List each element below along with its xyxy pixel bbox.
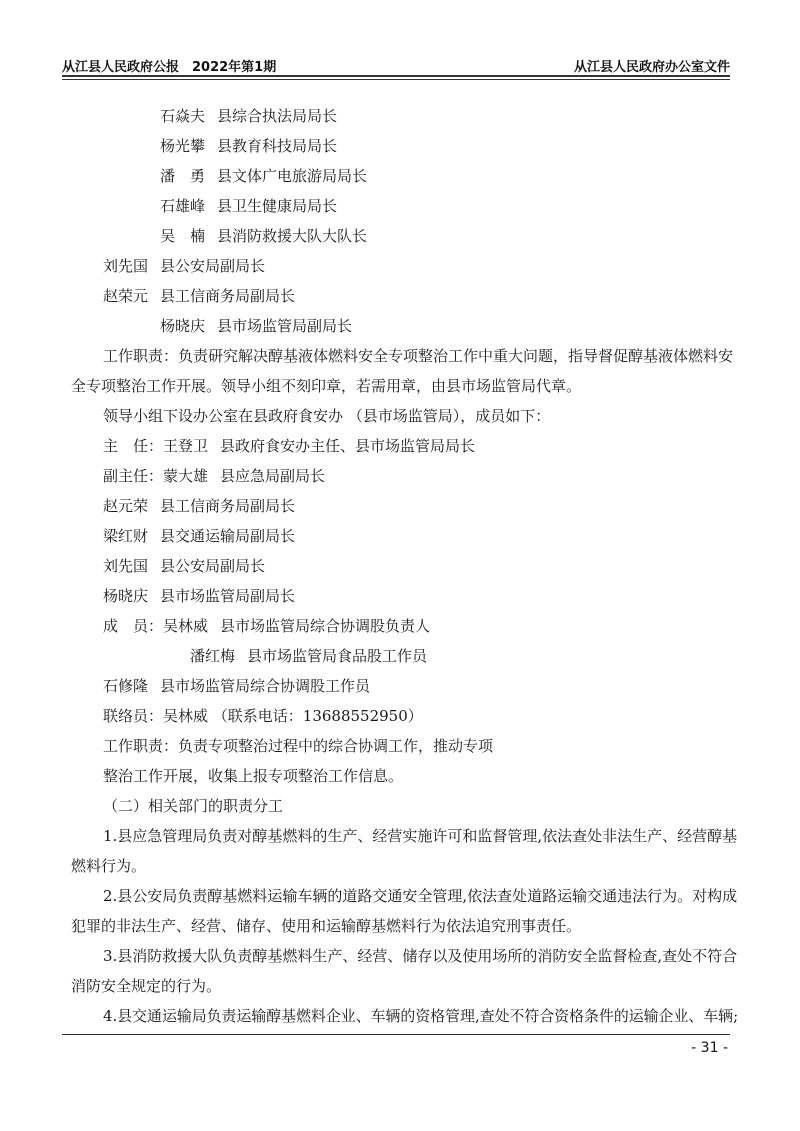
page-header: [62, 56, 730, 76]
item-line: 2.县公安局负责醇基燃料运输车辆的道路交通安全管理,依法查处道路运输交通违法行为。对构成: [103, 887, 738, 905]
member-line: 潘 勇 县文体广电旅游局局长: [160, 167, 368, 185]
member-line: 石焱夫 县综合执法局局长: [160, 107, 338, 125]
footer-rule: [62, 1034, 730, 1035]
item-line: 4.县交通运输局负责运输醇基燃料企业、车辆的资格管理,查处不符合资格条件的运输企业、车辆;: [103, 1007, 739, 1025]
office-member-line: 潘红梅 县市场监管局食品股工作员: [190, 647, 428, 665]
section-title: （二）相关部门的职责分工: [103, 797, 284, 815]
office-member-line: 梁红财 县交通运输局副局长: [103, 527, 296, 545]
item-line: 犯罪的非法生产、经营、储存、使用和运输醇基燃料行为依法追究刑事责任。: [71, 917, 582, 935]
office-intro: 领导小组下设办公室在县政府食安办 （县市场监管局），成员如下：: [103, 407, 551, 425]
header-rule-thin: [62, 79, 730, 80]
office-member-line: 副主任：蒙大雄 县应急局副局长: [103, 467, 326, 485]
item-line: 消防安全规定的行为。: [71, 977, 222, 995]
header-rule-thick: [62, 75, 730, 77]
office-member-line: 赵元荣 县工信商务局副局长: [103, 497, 296, 515]
duty-paragraph-line: 全专项整治工作开展。领导小组不刻印章，若需用章，由县市场监管局代章。: [71, 377, 582, 395]
duty-paragraph-line: 整治工作开展，收集上报专项整治工作信息。: [103, 767, 404, 785]
header-publication: 从江县人民政府公报 2022年第1期: [62, 60, 277, 75]
office-member-line: 杨晓庆 县市场监管局副局长: [103, 587, 296, 605]
member-line: 杨晓庆 县市场监管局副局长: [160, 317, 353, 335]
duty-paragraph-line: 工作职责：负责研究解决醇基液体燃料安全专项整治工作中重大问题，指导督促醇基液体燃料安: [103, 347, 734, 365]
member-line: 石雄峰 县卫生健康局局长: [160, 197, 338, 215]
liaison-line: 联络员：吴林威 （联系电话：13688552950）: [103, 707, 423, 725]
member-line: 杨光攀 县教育科技局局长: [160, 137, 338, 155]
office-member-line: 刘先国 县公安局副局长: [103, 557, 266, 575]
header-issuer: 从江县人民政府办公室文件: [573, 60, 730, 75]
office-member-line: 主 任：王登卫 县政府食安办主任、县市场监管局局长: [103, 437, 476, 455]
item-line: 燃料行为。: [71, 857, 147, 875]
duty-paragraph-line: 工作职责：负责专项整治过程中的综合协调工作，推动专项: [103, 737, 494, 755]
page-number: - 31 -: [691, 1040, 728, 1056]
office-member-line: 成 员：吴林威 县市场监管局综合协调股负责人: [103, 617, 431, 635]
item-line: 1.县应急管理局负责对醇基燃料的生产、经营实施许可和监督管理,依法查处非法生产、经营醇基: [103, 827, 738, 845]
office-member-line: 石修隆 县市场监管局综合协调股工作员: [103, 677, 371, 695]
member-line: 吴 楠 县消防救援大队大队长: [160, 227, 368, 245]
member-line: 刘先国 县公安局副局长: [103, 257, 266, 275]
member-line: 赵荣元 县工信商务局副局长: [103, 287, 296, 305]
item-line: 3.县消防救援大队负责醇基燃料生产、经营、储存以及使用场所的消防安全监督检查,查处不符合: [103, 947, 738, 965]
